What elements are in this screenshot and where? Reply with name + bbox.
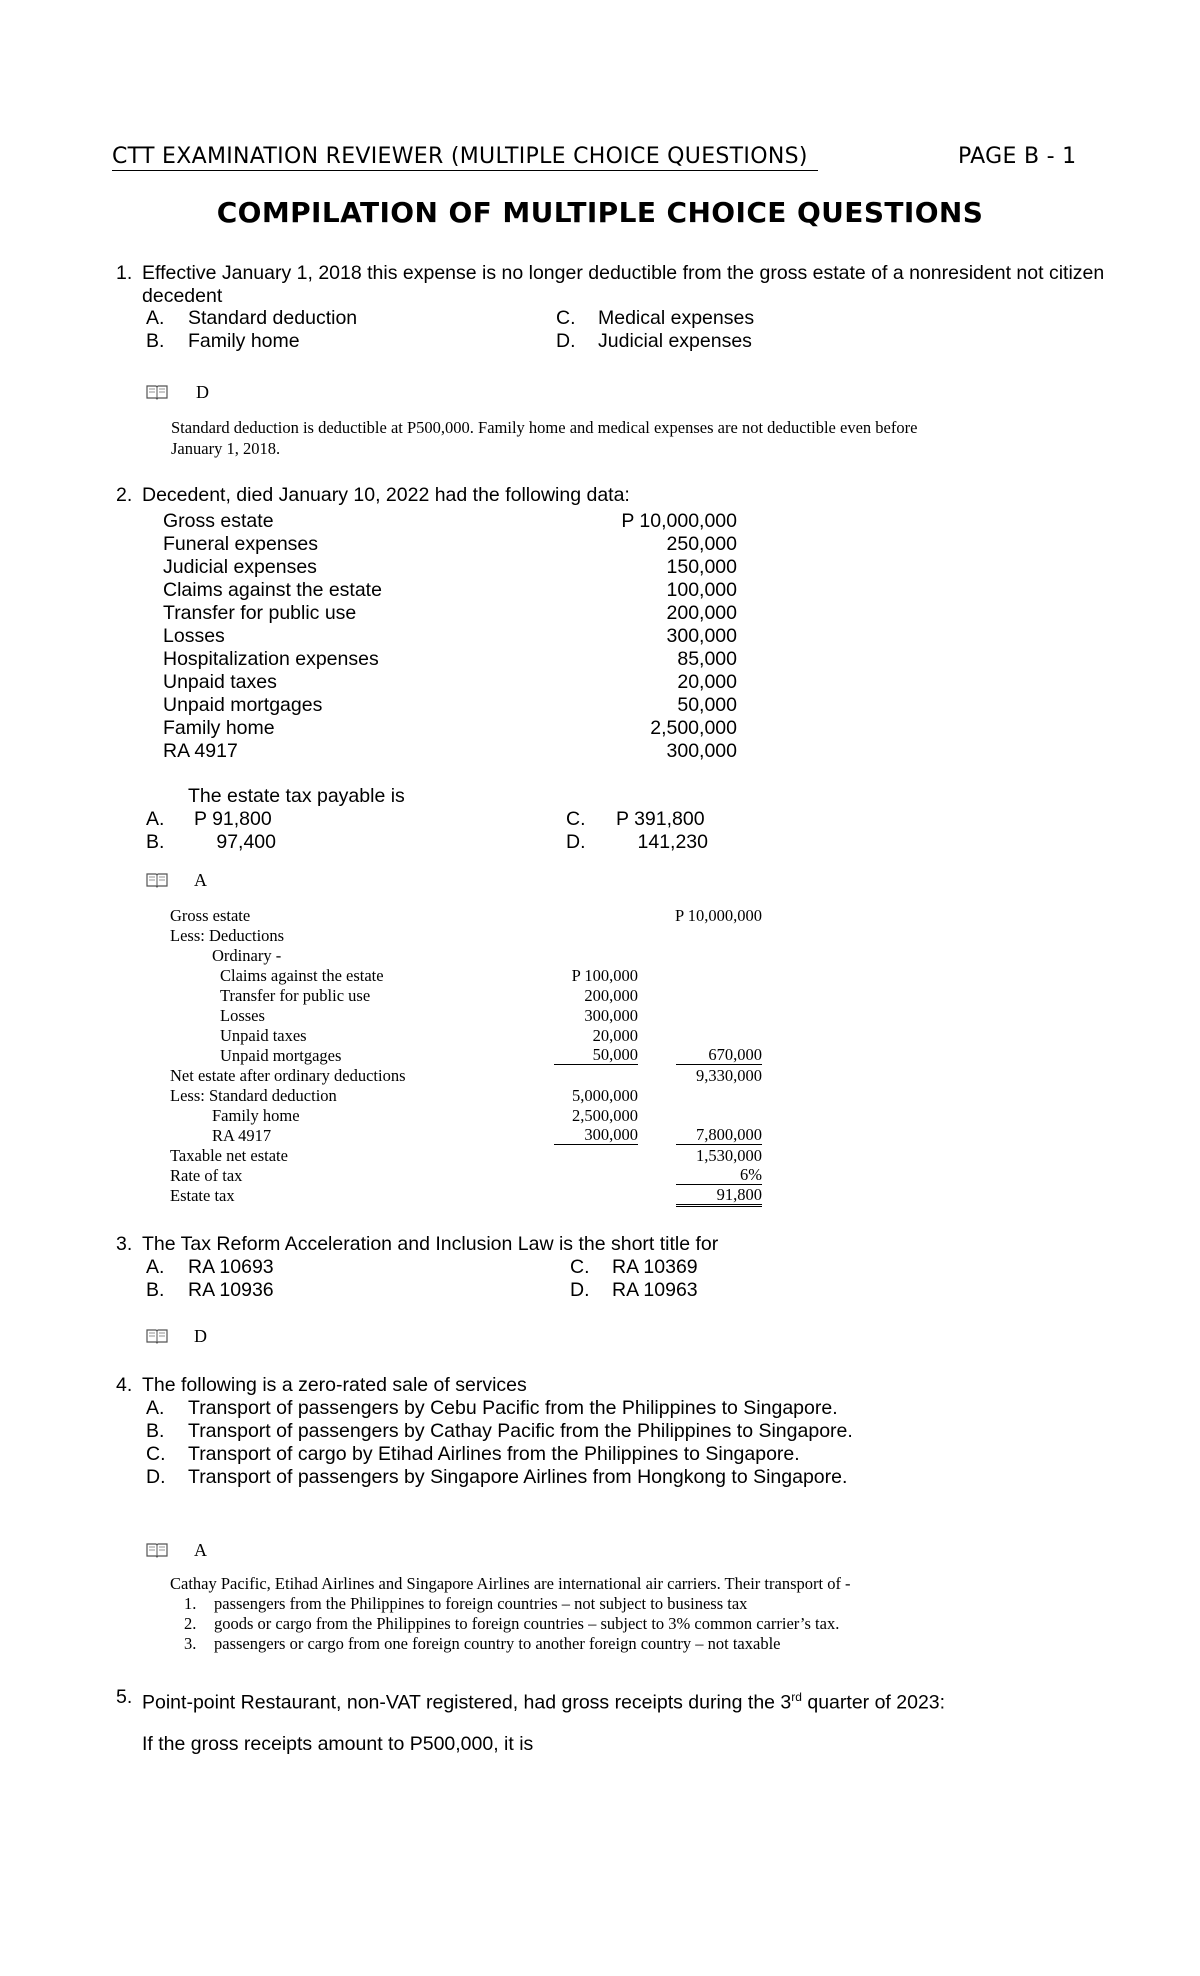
answer-letter: D [194, 1326, 207, 1346]
book-icon [146, 1542, 168, 1558]
option-letter: D. [570, 1279, 590, 1301]
question-text-main: Point-point Restaurant, non-VAT registered, had gross receipts during the 3 [142, 1691, 792, 1714]
data-item-value: 85,000 [677, 648, 737, 670]
data-item-value: 300,000 [666, 740, 737, 762]
option-d: 141,230 [637, 831, 708, 853]
option-c: Transport of cargo by Etihad Airlines from the Philippines to Singapore. [188, 1443, 800, 1465]
data-item-value: 250,000 [666, 533, 737, 555]
option-letter: D. [566, 831, 586, 853]
question-text-cont: decedent [142, 285, 223, 307]
data-item-label: Family home [163, 717, 275, 739]
option-letter: B. [146, 1279, 165, 1301]
header-title: CTT EXAMINATION REVIEWER (MULTIPLE CHOICE QUESTIONS) [112, 144, 808, 169]
sol-label: Ordinary - [212, 946, 282, 965]
list-number: 2. [184, 1614, 197, 1633]
data-item-value: 20,000 [677, 671, 737, 693]
option-letter: C. [566, 808, 586, 830]
sol-label: Taxable net estate [170, 1146, 288, 1165]
option-b: Family home [188, 330, 300, 352]
sol-label: Unpaid mortgages [220, 1046, 342, 1065]
question-number: 2. [116, 484, 133, 506]
option-d: Judicial expenses [598, 330, 752, 352]
list-number: 3. [184, 1634, 197, 1653]
option-letter: A. [146, 1256, 165, 1278]
question-text: Decedent, died January 10, 2022 had the following data: [142, 484, 630, 506]
sol-value: 5,000,000 [572, 1086, 638, 1105]
question-prompt: The estate tax payable is [188, 785, 405, 807]
sol-label: Losses [220, 1006, 265, 1025]
question-text: The following is a zero-rated sale of services [142, 1374, 527, 1396]
option-a: Standard deduction [188, 307, 358, 329]
sol-value: 20,000 [592, 1026, 638, 1045]
sol-value: 50,000 [554, 1046, 638, 1065]
option-d: RA 10963 [612, 1279, 698, 1301]
sol-label: Transfer for public use [220, 986, 371, 1005]
data-item-label: Judicial expenses [163, 556, 317, 578]
sol-label: Estate tax [170, 1186, 235, 1205]
superscript: rd [791, 1690, 802, 1704]
data-item-value: 100,000 [666, 579, 737, 601]
option-letter: B. [146, 831, 165, 853]
question-text [142, 1686, 945, 1715]
option-letter: A. [146, 1397, 165, 1419]
explanation-text: Cathay Pacific, Etihad Airlines and Singapore Airlines are international air carriers. Their transport of - [170, 1574, 851, 1593]
question-number: 1. [116, 262, 133, 284]
sol-value: 2,500,000 [572, 1106, 638, 1125]
option-letter: C. [556, 307, 576, 329]
question-number: 3. [116, 1233, 133, 1255]
data-item-label: Funeral expenses [163, 533, 319, 555]
answer-letter: A [194, 1540, 207, 1560]
data-item-label: Unpaid mortgages [163, 694, 323, 716]
question-text: The Tax Reform Acceleration and Inclusion Law is the short title for [142, 1233, 719, 1255]
answer-letter: A [194, 870, 207, 890]
sol-label: Gross estate [170, 906, 251, 925]
data-item-value: 300,000 [666, 625, 737, 647]
sol-value: 1,530,000 [696, 1146, 762, 1165]
option-a: RA 10693 [188, 1256, 274, 1278]
option-letter: D. [556, 330, 576, 352]
list-number: 1. [184, 1594, 197, 1613]
data-item-value: 200,000 [666, 602, 737, 624]
data-item-label: Hospitalization expenses [163, 648, 379, 670]
sol-label: Less: Standard deduction [170, 1086, 337, 1105]
question-text: Effective January 1, 2018 this expense is no longer deductible from the gross estate of a nonresident not citizen [142, 262, 1105, 284]
option-b: Transport of passengers by Cathay Pacific from the Philippines to Singapore. [188, 1420, 853, 1442]
sol-label: Rate of tax [170, 1166, 243, 1185]
page-title: COMPILATION OF MULTIPLE CHOICE QUESTIONS [216, 196, 984, 229]
sol-label: Unpaid taxes [220, 1026, 307, 1045]
explanation-text: Standard deduction is deductible at P500,000. Family home and medical expenses are not deductible even before [171, 418, 918, 437]
sol-subtotal: 670,000 [676, 1046, 762, 1065]
book-icon [146, 1328, 168, 1344]
option-letter: D. [146, 1466, 166, 1488]
question-number: 5. [116, 1686, 133, 1708]
page-number: PAGE B - 1 [958, 144, 1077, 169]
sol-value: P 10,000,000 [675, 906, 762, 925]
option-d: Transport of passengers by Singapore Airlines from Hongkong to Singapore. [188, 1466, 848, 1488]
sol-label: Family home [212, 1106, 300, 1125]
data-item-label: Gross estate [163, 510, 274, 532]
sol-value: 6% [676, 1166, 762, 1185]
sol-label: Less: Deductions [170, 926, 285, 945]
option-c: P 391,800 [616, 808, 705, 830]
sol-total: 91,800 [676, 1186, 762, 1207]
data-item-value: P 10,000,000 [621, 510, 737, 532]
list-item: goods or cargo from the Philippines to foreign countries – subject to 3% common carrier’s tax. [214, 1614, 840, 1633]
question-subtext: If the gross receipts amount to P500,000, it is [142, 1733, 534, 1755]
data-item-value: 50,000 [677, 694, 737, 716]
header-underline [112, 170, 818, 171]
data-item-label: Unpaid taxes [163, 671, 277, 693]
data-item-label: RA 4917 [163, 740, 238, 762]
book-icon [146, 872, 168, 888]
data-item-label: Losses [163, 625, 225, 647]
question-text-end: quarter of 2023: [801, 1691, 946, 1714]
answer-letter: D [196, 382, 209, 402]
option-c: RA 10369 [612, 1256, 698, 1278]
sol-label: Net estate after ordinary deductions [170, 1066, 406, 1085]
option-a: Transport of passengers by Cebu Pacific from the Philippines to Singapore. [188, 1397, 838, 1419]
list-item: passengers or cargo from one foreign country to another foreign country – not taxable [214, 1634, 781, 1653]
option-a: P 91,800 [194, 808, 272, 830]
option-b: RA 10936 [188, 1279, 274, 1301]
option-letter: A. [146, 307, 165, 329]
data-item-value: 2,500,000 [650, 717, 737, 739]
data-item-label: Claims against the estate [163, 579, 382, 601]
sol-subtotal: 7,800,000 [676, 1126, 762, 1145]
sol-value: 200,000 [584, 986, 638, 1005]
sol-value: P 100,000 [571, 966, 638, 985]
option-letter: A. [146, 808, 165, 830]
sol-value: 300,000 [584, 1006, 638, 1025]
data-item-value: 150,000 [666, 556, 737, 578]
sol-value: 300,000 [554, 1126, 638, 1145]
explanation-text-cont: January 1, 2018. [171, 439, 281, 458]
data-item-label: Transfer for public use [163, 602, 357, 624]
sol-value: 9,330,000 [696, 1066, 762, 1085]
option-c: Medical expenses [598, 307, 755, 329]
option-b: 97,400 [216, 831, 276, 853]
option-letter: B. [146, 330, 165, 352]
option-letter: C. [570, 1256, 590, 1278]
book-icon [146, 384, 168, 400]
sol-label: RA 4917 [212, 1126, 272, 1145]
sol-label: Claims against the estate [220, 966, 384, 985]
list-item: passengers from the Philippines to foreign countries – not subject to business tax [214, 1594, 748, 1613]
option-letter: C. [146, 1443, 166, 1465]
question-number: 4. [116, 1374, 133, 1396]
option-letter: B. [146, 1420, 165, 1442]
